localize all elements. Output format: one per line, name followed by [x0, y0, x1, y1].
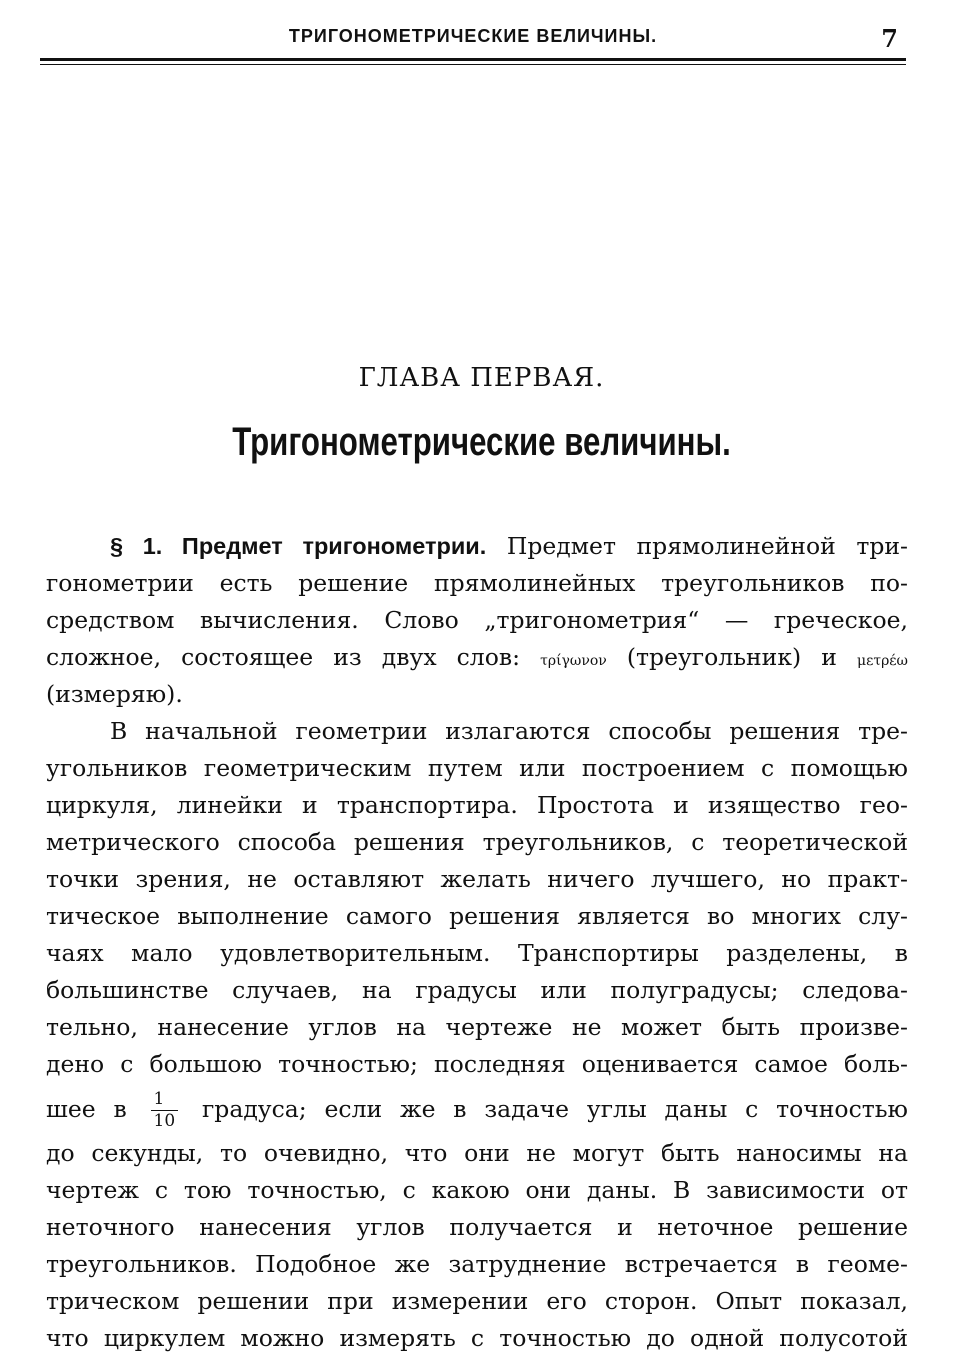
text-line: В начальной геометрии излагаются способы решения тре-: [110, 717, 908, 745]
text-line: гонометрии есть решение прямолинейных треугольников по-: [46, 569, 908, 597]
text-line: метрического способа решения треугольников, с теоретической: [46, 828, 908, 856]
greek-word-trigonon: τρίγωνον: [540, 653, 607, 669]
text-line: средством вычисления. Слово „тригонометрия“ — греческое,: [46, 606, 908, 634]
running-title: ТРИГОНОМЕТРИЧЕСКИЕ ВЕЛИЧИНЫ.: [288, 26, 658, 46]
fraction-one-tenth: $\frac{1}{10}$: [151, 1091, 179, 1130]
greek-word-metreo: μετρέω: [856, 653, 908, 669]
text-line: тельно, нанесение углов на чертеже не может быть произве-: [46, 1013, 908, 1041]
section-heading: § 1. Предмет тригонометрии.: [110, 533, 487, 559]
header-rule-thin: [40, 64, 906, 65]
text-line: чаях мало удовлетворительным. Транспортиры разделены, в: [46, 939, 908, 967]
chapter-label: ГЛАВА ПЕРВАЯ.: [358, 363, 605, 393]
text-line: дено с большою точностью; последняя оценивается самое боль-: [46, 1050, 908, 1078]
text-line: неточного нанесения углов получается и неточное решение: [46, 1213, 908, 1241]
text-line: трическом решении при измерении его сторон. Опыт показал,: [46, 1287, 908, 1315]
text-line: до секунды, то очевидно, что они не могут быть наносимы на: [46, 1139, 908, 1167]
text-line-with-fraction: шее в $\frac{1}{10}$ градуса; если же в задаче углы даны с точностью: [46, 1089, 908, 1131]
page-number: 7: [881, 24, 898, 53]
text-line: что циркулем можно измерять с точностью до одной полусотой: [46, 1324, 908, 1352]
text-line: (измеряю).: [46, 680, 183, 708]
text-line: тическое выполнение самого решения является во многих слу-: [46, 902, 908, 930]
text-line: циркуля, линейки и транспортира. Простота и изящество гео-: [46, 791, 908, 819]
text-line: треугольников. Подобное же затруднение встречается в геоме-: [46, 1250, 908, 1278]
text-line: большинстве случаев, на градусы или полуградусы; следова-: [46, 976, 908, 1004]
text-line: чертеж с тою точностью, с какою они даны. В зависимости от: [46, 1176, 908, 1204]
text-line: угольников геометрическим путем или построением с помощью: [46, 754, 908, 782]
chapter-title: Тригонометрические величины.: [232, 420, 731, 464]
text-line: § 1. Предмет тригонометрии. Предмет прямолинейной три-: [110, 532, 908, 560]
text-line: сложное, состоящее из двух слов: τρίγωνον (треугольник) и μετρέω: [46, 643, 908, 671]
running-header: [40, 24, 906, 53]
section-text: [46, 528, 908, 1357]
text-line: точки зрения, не оставляют желать ничего лучшего, но практ-: [46, 865, 908, 893]
header-rule-thick: [40, 58, 906, 61]
